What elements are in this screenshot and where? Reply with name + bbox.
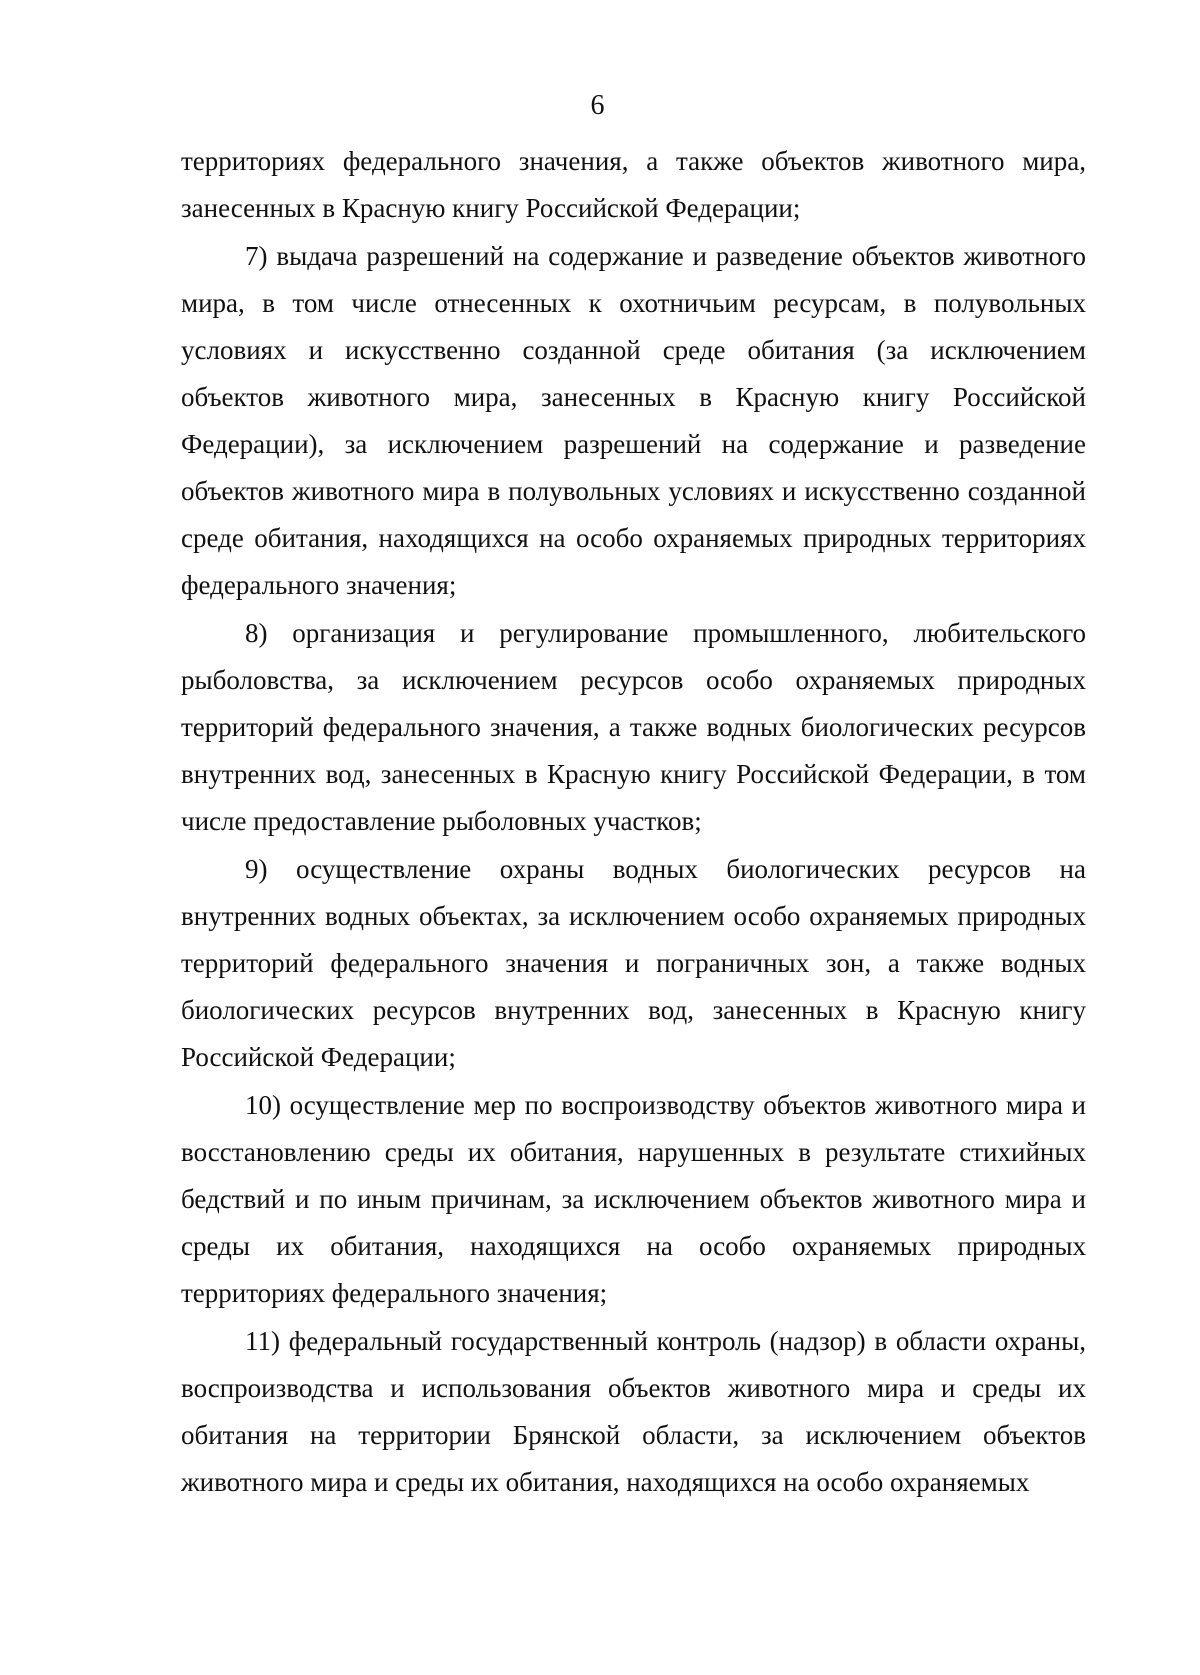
document-body [181,138,1086,1506]
paragraph-item-7: 7) выдача разрешений на содержание и разведение объектов животного мира, в том числе отнесенных к охотничьим ресурсам, в полувольных условиях и искусственно созданной среде обитания (за исключением объектов животного мира, занесенных в Красную книгу Российской Федерации), за исключением разрешений на содержание и разведение объектов животного мира в полувольных условиях и искусственно созданной среде обитания, находящихся на особо охраняемых природных территориях федерального значения; [181,241,1086,600]
paragraph-item-11: 11) федеральный государственный контроль (надзор) в области охраны, воспроизводства и использования объектов животного мира и среды их обитания на территории Брянской области, за исключением объектов животного мира и среды их обитания, находящихся на особо охраняемых [181,1326,1086,1497]
paragraph-item-10: 10) осуществление мер по воспроизводству объектов животного мира и восстановлению среды их обитания, нарушенных в результате стихийных бедствий и по иным причинам, за исключением объектов животного мира и среды их обитания, находящихся на особо охраняемых природных территориях федерального значения; [181,1090,1086,1308]
paragraph-item-9: 9) осуществление охраны водных биологических ресурсов на внутренних водных объектах, за исключением особо охраняемых природных территорий федерального значения и пограничных зон, а также водных биологических ресурсов внутренних вод, занесенных в Красную книгу Российской Федерации; [181,854,1086,1072]
page-number: 6 [590,90,605,121]
paragraph-continuation: территориях федерального значения, а также объектов животного мира, занесенных в Красную книгу Российской Федерации; [181,146,1086,223]
paragraph-item-8: 8) организация и регулирование промышленного, любительского рыболовства, за исключением ресурсов особо охраняемых природных территорий федерального значения, а также водных биологических ресурсов внутренних вод, занесенных в Красную книгу Российской Федерации, в том числе предоставление рыболовных участков; [181,618,1086,836]
